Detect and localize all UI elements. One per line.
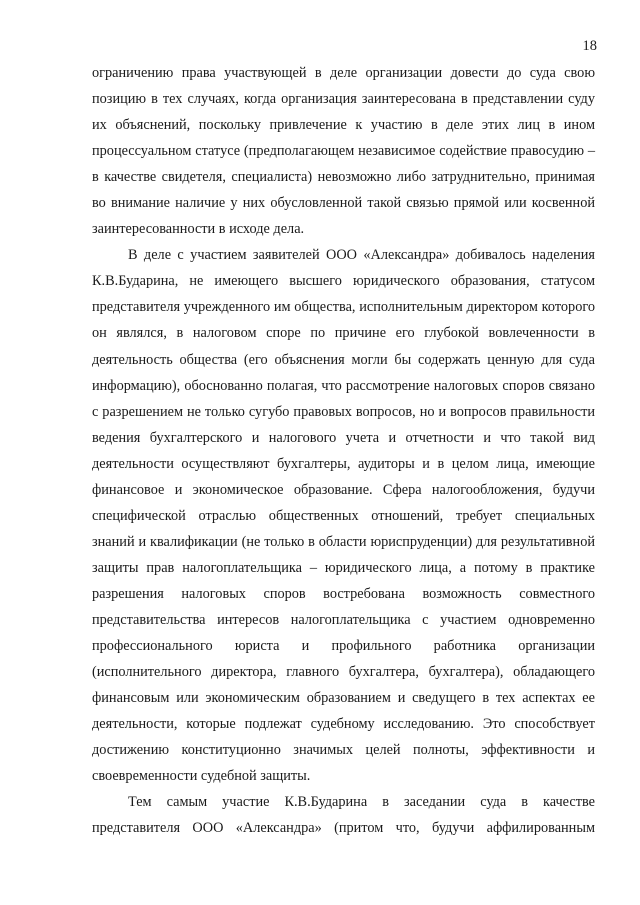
paragraph-continued-from-previous-page: ограничению права участвующей в деле организации довести до суда свою позицию в тех случаях, когда организация заинтересована в представлении суду их объяснений, поскольку привлечение к участию в деле этих лиц в ином процессуальном статусе (предполагающем независимое содействие правосудию – в качестве свидетеля, специалиста) невозможно либо затруднительно, принимая во внимание наличие у них обусловленной такой связью прямой или косвенной заинтересованности в исходе дела.: [92, 65, 595, 238]
document-body: [92, 60, 595, 841]
paragraph-alexandra-case: В деле с участием заявителей ООО «Александра» добивалось наделения К.В.Бударина, не имеющего высшего юридического образования, статусом представителя учрежденного им общества, исполнительным директором которого он являлся, в налоговом споре по причине его глубокой вовлеченности в деятельность общества (его объяснения могли бы содержать ценную для суда информацию), обоснованно полагая, что рассмотрение налоговых споров связано с разрешением не только сугубо правовых вопросов, но и вопросов правильности ведения бухгалтерского и налогового учета и отчетности и что такой вид деятельности осуществляют бухгалтеры, аудиторы и в целом лица, имеющие финансовое и экономическое образование. Сфера налогообложения, будучи специфической отраслью общественных отношений, требует специальных знаний и квалификации (не только в области юриспруденции) для результативной защиты прав налогоплательщика – юридического лица, а потому в практике разрешения налоговых споров востребована возможность совместного представительства интересов налогоплательщика с участием одновременно профессионального юриста и профильного работника организации (исполнительного директора, главного бухгалтера, бухгалтера), обладающего финансовым или экономическим образованием и сведущего в тех аспектах ее деятельности, которые подлежат судебному исследованию. Это способствует достижению конституционно значимых целей полноты, эффективности и своевременности судебной защиты.: [92, 247, 595, 785]
page-number: 18: [582, 38, 597, 54]
paragraph-budarin-participation: Тем самым участие К.В.Бударина в заседании суда в качестве представителя ООО «Александра» (притом что, будучи аффилированным: [92, 794, 595, 837]
